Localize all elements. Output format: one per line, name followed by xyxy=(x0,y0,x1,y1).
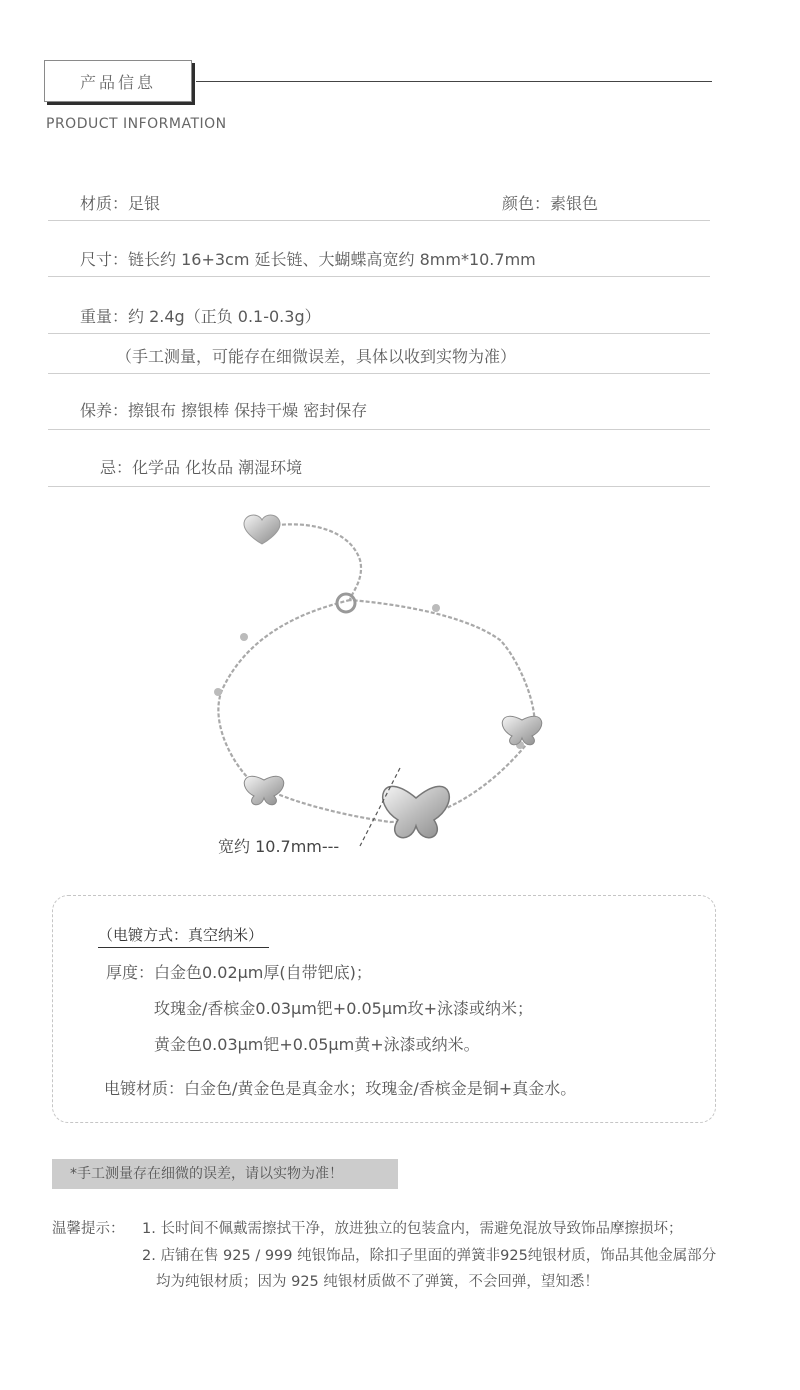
title-divider xyxy=(196,81,712,82)
plating-heading: （电镀方式：真空纳米） xyxy=(98,924,269,948)
color-text: 颜色：素银色 xyxy=(502,194,599,213)
plating-thickness: 厚度：白金色0.02μm厚(自带钯底)； xyxy=(106,963,372,982)
spec-row-weight xyxy=(48,294,710,334)
section-title-box xyxy=(44,60,192,102)
tips-item-1: 1. 长时间不佩戴需擦拭干净，放进独立的包装盒内，需避免混放导致饰品摩擦损坏； xyxy=(142,1221,683,1237)
spec-row-material xyxy=(48,181,710,221)
avoid-text: 忌：化学品 化妆品 潮湿环境 xyxy=(100,458,303,477)
section-title: 产品信息 xyxy=(79,72,156,92)
tips-item-2b: 均为纯银材质；因为 925 纯银材质做不了弹簧，不会回弹，望知悉！ xyxy=(156,1274,599,1290)
tips-label: 温馨提示： xyxy=(52,1221,125,1237)
weight-note-text: （手工测量，可能存在细微误差，具体以收到实物为准） xyxy=(116,347,517,366)
heart-tag-icon xyxy=(244,515,280,544)
plating-gold: 黄金色0.03μm钯+0.05μm黄+泳漆或纳米。 xyxy=(154,1035,480,1054)
bracelet-photo xyxy=(200,500,600,870)
size-text: 尺寸：链长约 16+3cm 延长链、大蝴蝶高宽约 8mm*10.7mm xyxy=(80,250,536,269)
butterfly-small-right-icon xyxy=(502,716,541,745)
spec-row-care xyxy=(48,390,710,430)
butterfly-large-icon xyxy=(383,786,450,837)
plating-rose-gold: 玫瑰金/香槟金0.03μm钯+0.05μm玫+泳漆或纳米； xyxy=(154,999,533,1018)
material-text: 材质：足银 xyxy=(80,194,161,213)
butterfly-small-left-icon xyxy=(244,776,283,805)
weight-text: 重量：约 2.4g（正负 0.1-0.3g） xyxy=(80,307,321,326)
spec-row-avoid xyxy=(48,447,710,487)
measurement-note-bar: *手工测量存在细微的误差，请以实物为准！ xyxy=(52,1159,398,1189)
section-subtitle: PRODUCT INFORMATION xyxy=(46,116,227,132)
width-measurement-label: 宽约 10.7mm--- xyxy=(218,837,340,856)
plating-material: 电镀材质：白金色/黄金色是真金水；玫瑰金/香槟金是铜+真金水。 xyxy=(104,1079,577,1098)
tips-item-2a: 2. 店铺在售 925 / 999 纯银饰品，除扣子里面的弹簧非925纯银材质，饰品其他金属部分 xyxy=(142,1248,717,1264)
spec-row-weight-note xyxy=(48,334,710,374)
care-text: 保养：擦银布 擦银棒 保持干燥 密封保存 xyxy=(80,401,368,420)
spec-row-size xyxy=(48,237,710,277)
